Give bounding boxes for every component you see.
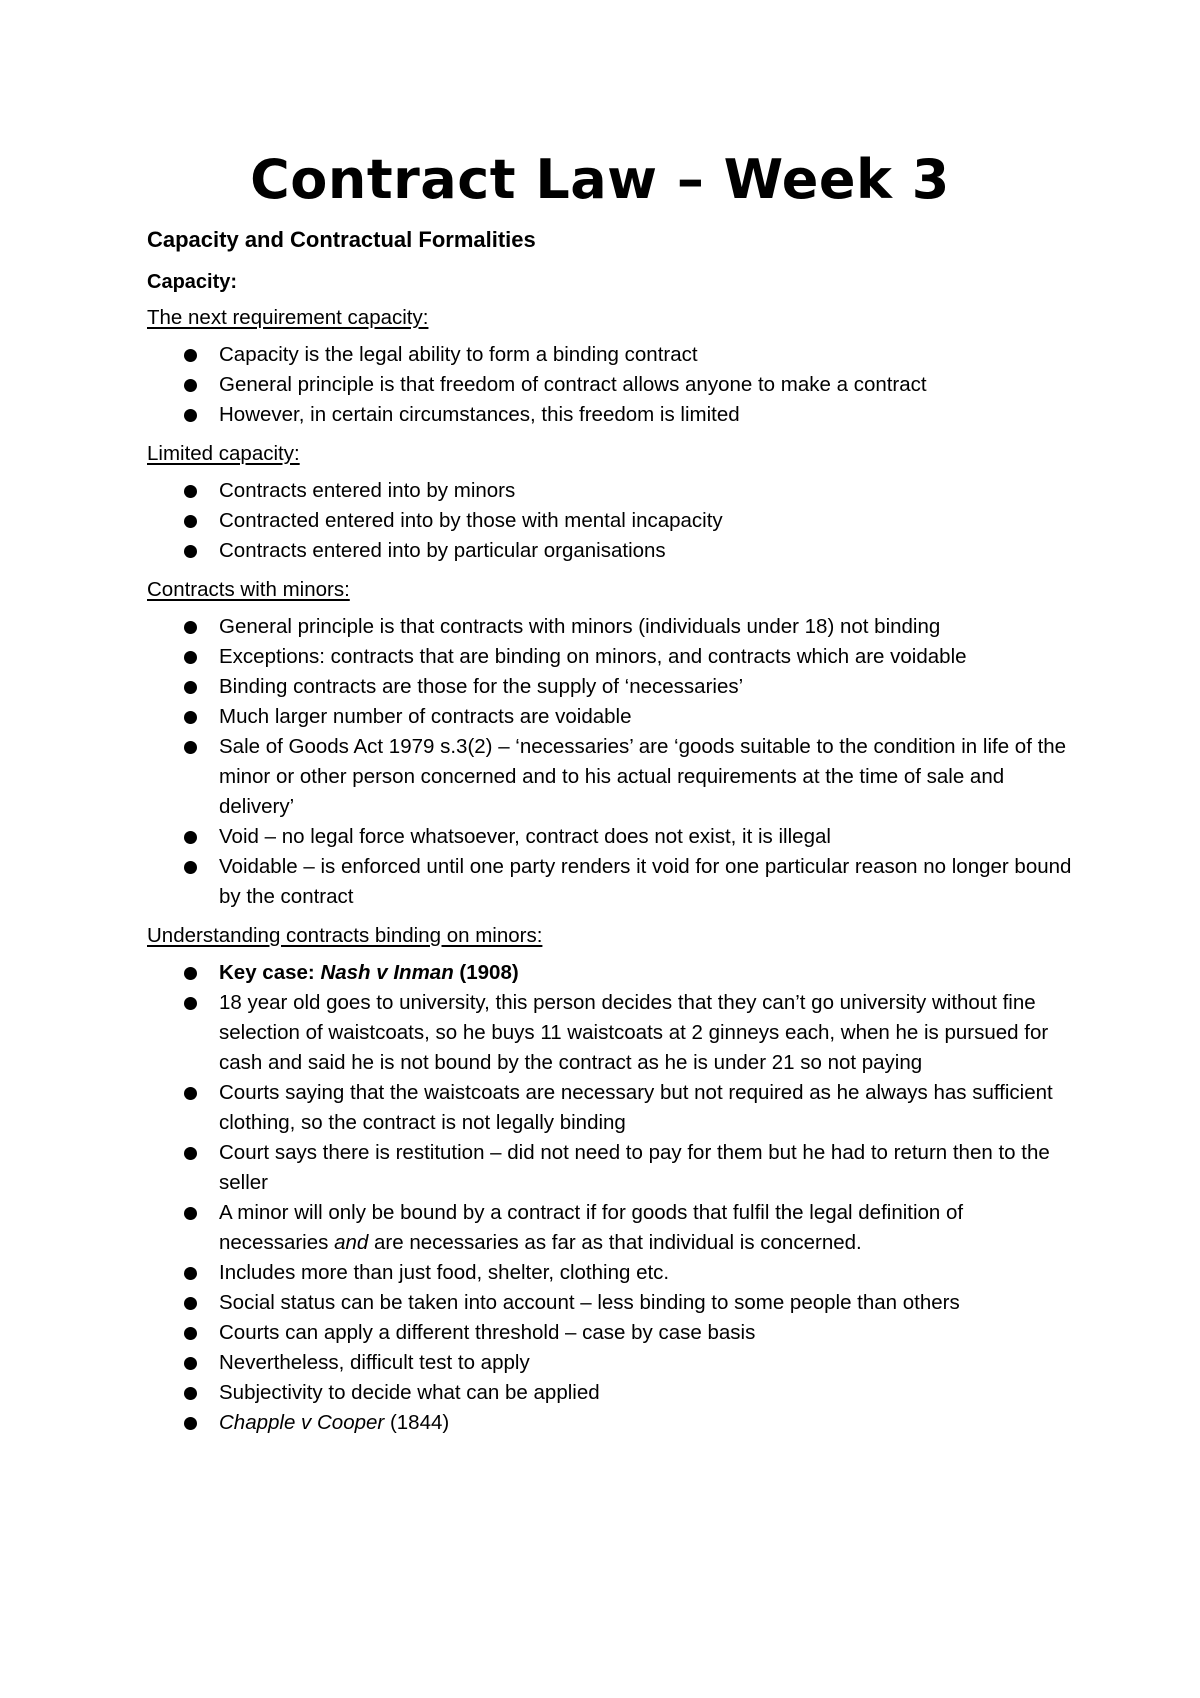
bullet-icon bbox=[184, 1327, 197, 1340]
bullet-icon bbox=[184, 621, 197, 634]
list-item: Nevertheless, difficult test to apply bbox=[147, 1348, 1077, 1378]
bullet-icon bbox=[184, 831, 197, 844]
list-item: Void – no legal force whatsoever, contract does not exist, it is illegal bbox=[147, 822, 1077, 852]
list-item: Much larger number of contracts are voidable bbox=[147, 702, 1077, 732]
key-case-prefix: Key case: bbox=[219, 961, 321, 984]
list-item: General principle is that contracts with minors (individuals under 18) not binding bbox=[147, 612, 1077, 642]
document-body bbox=[147, 222, 1077, 1444]
bullet-list-minors bbox=[147, 612, 1077, 912]
bullet-icon bbox=[184, 485, 197, 498]
bullet-icon bbox=[184, 545, 197, 558]
list-item: A minor will only be bound by a contract if for goods that fulfil the legal definition of necessaries and are necessaries as far as that individual is concerned. bbox=[147, 1198, 1077, 1258]
bullet-icon bbox=[184, 1087, 197, 1100]
list-item-key-case bbox=[147, 958, 1077, 988]
list-item: Voidable – is enforced until one party renders it void for one particular reason no longer bound by the contract bbox=[147, 852, 1077, 912]
list-item: Subjectivity to decide what can be applied bbox=[147, 1378, 1077, 1408]
bullet-icon bbox=[184, 409, 197, 422]
bullet-list-binding-on-minors bbox=[147, 958, 1077, 1438]
list-item-final-case bbox=[147, 1408, 1077, 1438]
document-title: Contract Law – Week 3 bbox=[250, 148, 950, 211]
section-heading-limited-capacity: Limited capacity: bbox=[147, 442, 300, 465]
list-item: Exceptions: contracts that are binding on minors, and contracts which are voidable bbox=[147, 642, 1077, 672]
list-item: Binding contracts are those for the supply of ‘necessaries’ bbox=[147, 672, 1077, 702]
list-item: Contracts entered into by particular organisations bbox=[147, 536, 1077, 566]
bullet-icon bbox=[184, 1417, 197, 1430]
section-heading-next-requirement: The next requirement capacity: bbox=[147, 306, 429, 329]
capacity-label: Capacity: bbox=[147, 271, 238, 293]
section-heading-binding-on-minors: Understanding contracts binding on minors: bbox=[147, 924, 543, 947]
bullet-icon bbox=[184, 1297, 197, 1310]
list-item: Courts can apply a different threshold – case by case basis bbox=[147, 1318, 1077, 1348]
bullet-list-capacity bbox=[147, 340, 1077, 430]
key-case-year: (1908) bbox=[453, 961, 519, 984]
bullet-icon bbox=[184, 515, 197, 528]
bullet-icon bbox=[184, 1267, 197, 1280]
section-heading-contracts-with-minors: Contracts with minors: bbox=[147, 578, 350, 601]
bullet-icon bbox=[184, 1357, 197, 1370]
list-item: Contracts entered into by minors bbox=[147, 476, 1077, 506]
bullet-icon bbox=[184, 741, 197, 754]
document-subtitle: Capacity and Contractual Formalities bbox=[147, 227, 536, 252]
list-item: Social status can be taken into account – less binding to some people than others bbox=[147, 1288, 1077, 1318]
list-item: Courts saying that the waistcoats are necessary but not required as he always has sufficient clothing, so the contract is not legally binding bbox=[147, 1078, 1077, 1138]
list-item: Includes more than just food, shelter, clothing etc. bbox=[147, 1258, 1077, 1288]
list-item: General principle is that freedom of contract allows anyone to make a contract bbox=[147, 370, 1077, 400]
bullet-icon bbox=[184, 967, 197, 980]
final-case-name: Chapple v Cooper bbox=[219, 1411, 385, 1434]
emphasis-and: and bbox=[334, 1231, 369, 1254]
key-case-name: Nash v Inman bbox=[320, 961, 454, 984]
bullet-icon bbox=[184, 379, 197, 392]
bullet-icon bbox=[184, 711, 197, 724]
bullet-list-limited-capacity bbox=[147, 476, 1077, 566]
final-case-year: (1844) bbox=[384, 1411, 450, 1434]
bullet-icon bbox=[184, 861, 197, 874]
bullet-icon bbox=[184, 1147, 197, 1160]
bullet-icon bbox=[184, 997, 197, 1010]
bullet-icon bbox=[184, 349, 197, 362]
list-item: Capacity is the legal ability to form a binding contract bbox=[147, 340, 1077, 370]
list-item: 18 year old goes to university, this person decides that they can’t go university without fine selection of waistcoats, so he buys 11 waistcoats at 2 ginneys each, when he is pursued for cash and said he is not bound by the contract as he is under 21 so not paying bbox=[147, 988, 1077, 1078]
list-item: Sale of Goods Act 1979 s.3(2) – ‘necessaries’ are ‘goods suitable to the condition in life of the minor or other person concerned and to his actual requirements at the time of sale and delivery’ bbox=[147, 732, 1077, 822]
bullet-icon bbox=[184, 1207, 197, 1220]
bullet-icon bbox=[184, 651, 197, 664]
bullet-icon bbox=[184, 681, 197, 694]
list-item: However, in certain circumstances, this freedom is limited bbox=[147, 400, 1077, 430]
list-item: Contracted entered into by those with mental incapacity bbox=[147, 506, 1077, 536]
list-item: Court says there is restitution – did not need to pay for them but he had to return then to the seller bbox=[147, 1138, 1077, 1198]
bullet-icon bbox=[184, 1387, 197, 1400]
